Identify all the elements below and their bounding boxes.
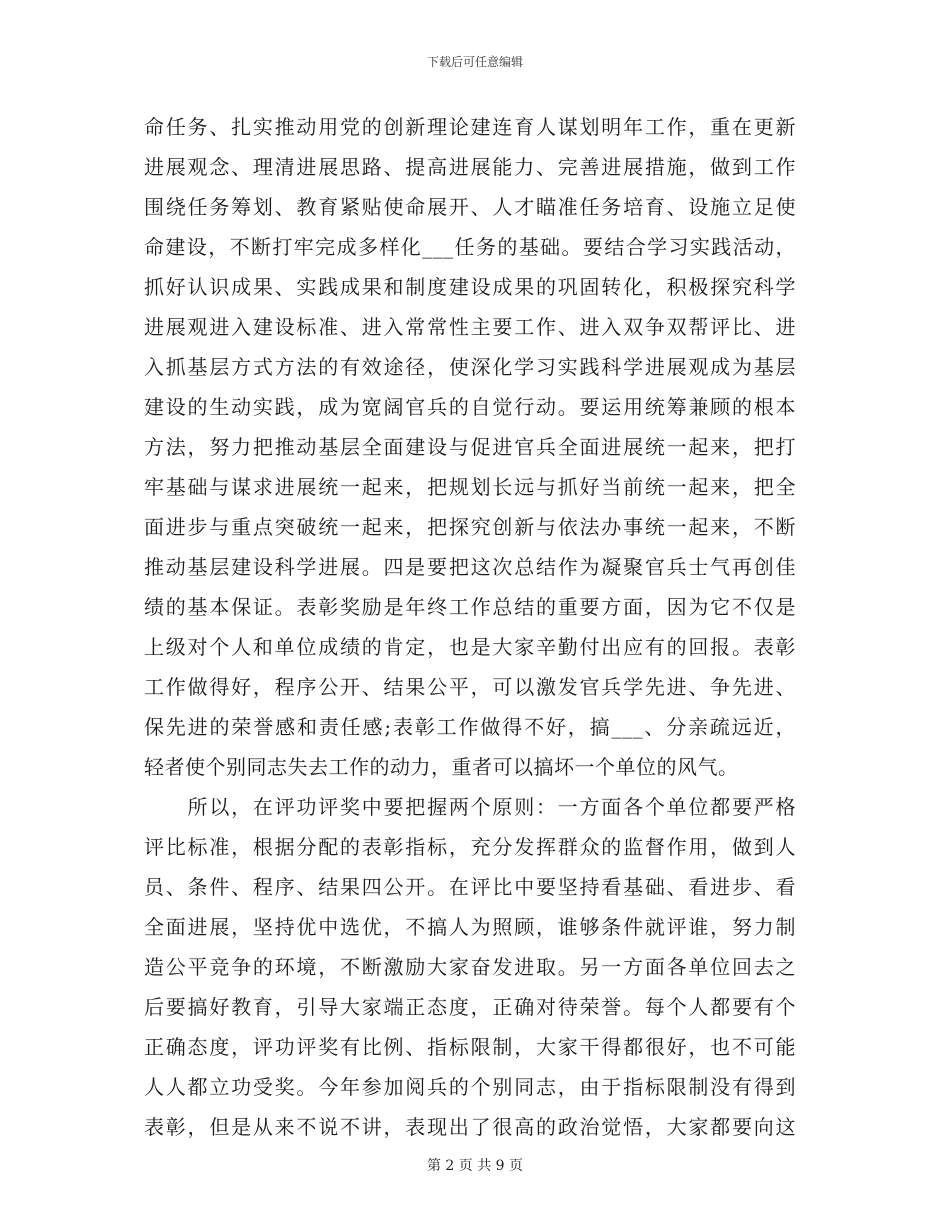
text-line: 建设的生动实践，成为宽阔官兵的自觉行动。要运用统筹兼顾的根本	[144, 395, 796, 419]
text-line: 工作做得好，程序公开、结果公平，可以激发官兵学先进、争先进、	[144, 675, 796, 699]
text-line: 面进步与重点突破统一起来，把探究创新与依法办事统一起来，不断	[144, 515, 796, 539]
text-line: 命建设，不断打牢完成多样化___任务的基础。要结合学习实践活动，	[144, 235, 796, 259]
text-line: 牢基础与谋求进展统一起来，把规划长远与抓好当前统一起来，把全	[144, 475, 796, 499]
text-line: 推动基层建设科学进展。四是要把这次总结作为凝聚官兵士气再创佳	[144, 555, 796, 579]
paragraph-end-line: 轻者使个别同志失去工作的动力，重者可以搞坏一个单位的风气。	[144, 755, 739, 779]
document-body	[144, 107, 796, 1147]
page-number: 第 2 页 共 9 页	[426, 1158, 524, 1174]
text-line: 抓好认识成果、实践成果和制度建设成果的巩固转化，积极探究科学	[144, 275, 796, 299]
text-line: 员、条件、程序、结果四公开。在评比中要坚持看基础、看进步、看	[144, 875, 796, 899]
text-line: 绩的基本保证。表彰奖励是年终工作总结的重要方面，因为它不仅是	[144, 595, 796, 619]
paragraph-start-line: 所以，在评功评奖中要把握两个原则：一方面各个单位都要严格	[144, 795, 796, 819]
text-line: 保先进的荣誉感和责任感;表彰工作做得不好，搞___、分亲疏远近，	[144, 715, 796, 739]
text-line: 正确态度，评功评奖有比例、指标限制，大家干得都很好，也不可能	[144, 1035, 796, 1059]
text-line: 人人都立功受奖。今年参加阅兵的个别同志，由于指标限制没有得到	[144, 1075, 796, 1099]
page-header: 下载后可任意编辑	[426, 55, 523, 69]
text-line: 表彰，但是从来不说不讲，表现出了很高的政治觉悟，大家都要向这	[144, 1115, 796, 1139]
text-line: 进展观进入建设标准、进入常常性主要工作、进入双争双帮评比、进	[144, 315, 796, 339]
text-line: 入抓基层方式方法的有效途径，使深化学习实践科学进展观成为基层	[144, 355, 796, 379]
text-line: 上级对个人和单位成绩的肯定，也是大家辛勤付出应有的回报。表彰	[144, 635, 796, 659]
text-line: 方法，努力把推动基层全面建设与促进官兵全面进展统一起来，把打	[144, 435, 796, 459]
text-line: 全面进展，坚持优中选优，不搞人为照顾，谁够条件就评谁，努力制	[144, 915, 796, 939]
text-line: 进展观念、理清进展思路、提高进展能力、完善进展措施，做到工作	[144, 155, 796, 179]
text-line: 围绕任务筹划、教育紧贴使命展开、人才瞄准任务培育、设施立足使	[144, 195, 796, 219]
text-line: 命任务、扎实推动用党的创新理论建连育人谋划明年工作，重在更新	[144, 115, 796, 139]
text-line: 评比标准，根据分配的表彰指标，充分发挥群众的监督作用，做到人	[144, 835, 796, 859]
text-line: 造公平竞争的环境，不断激励大家奋发进取。另一方面各单位回去之	[144, 955, 796, 979]
text-line: 后要搞好教育，引导大家端正态度，正确对待荣誉。每个人都要有个	[144, 995, 796, 1019]
